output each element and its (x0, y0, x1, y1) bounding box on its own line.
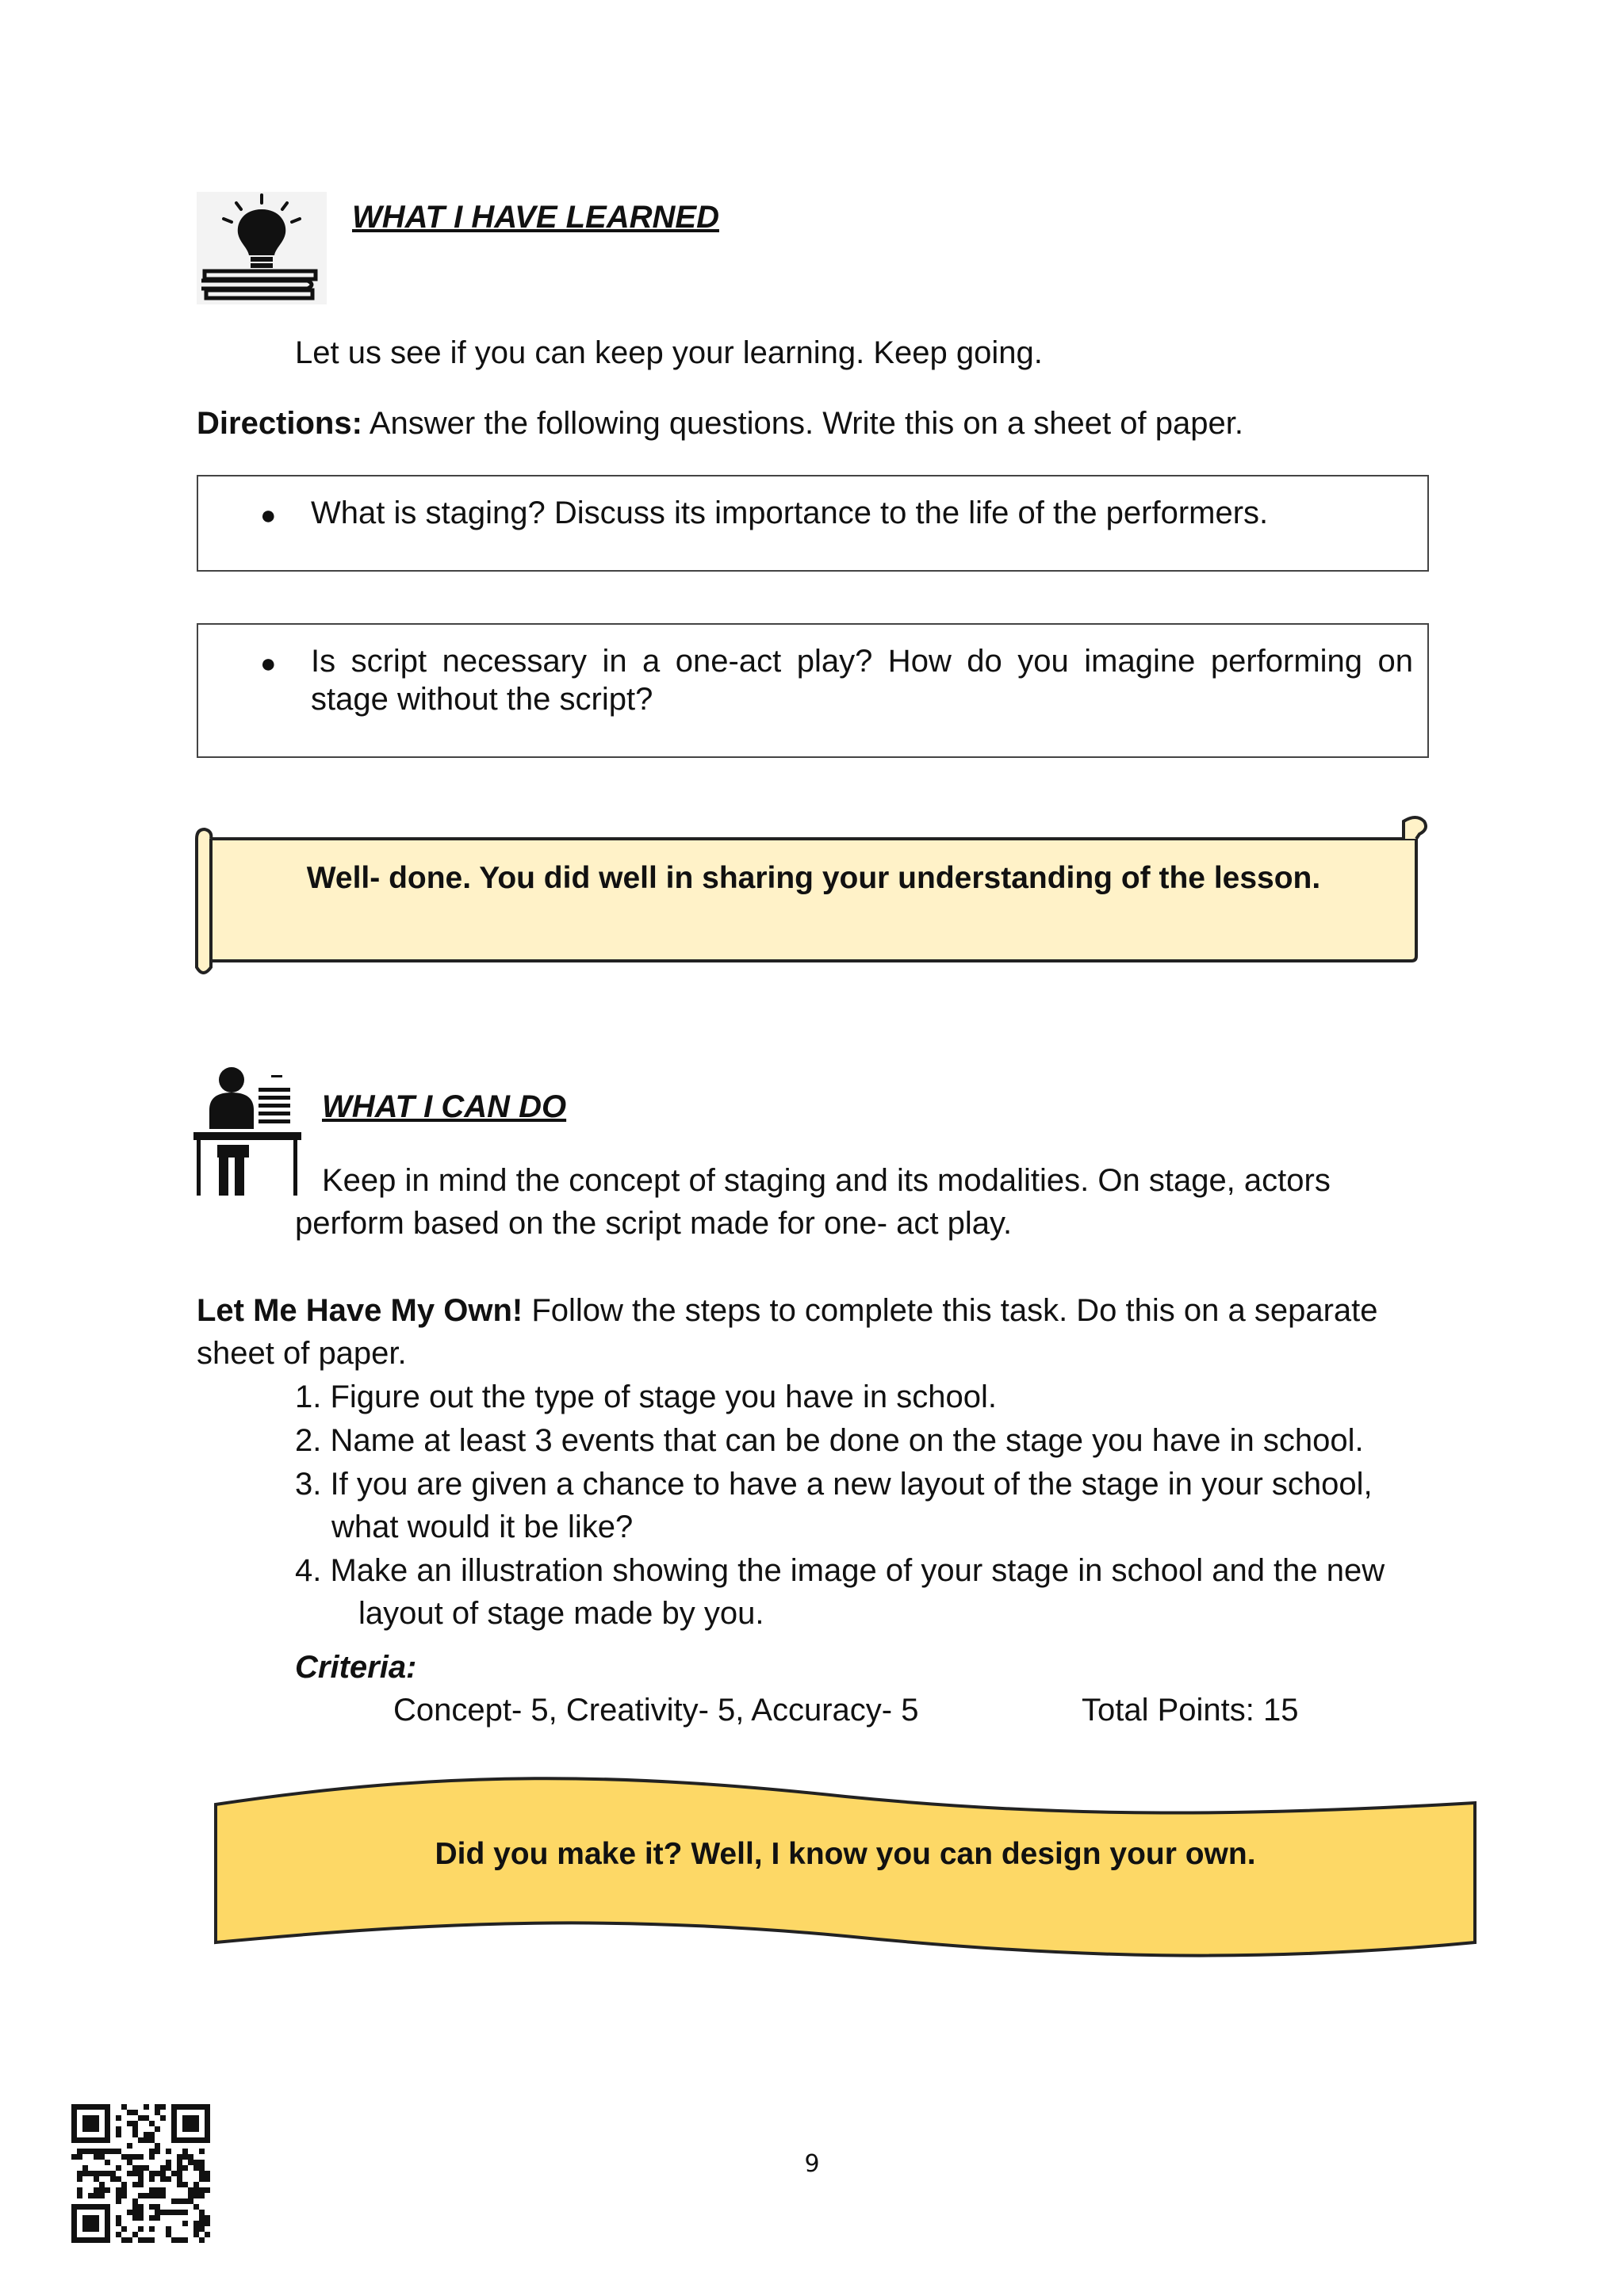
step-number: 2. (295, 1423, 322, 1458)
directions (197, 402, 1243, 445)
task-line1 (197, 1289, 1378, 1332)
question-2: Is script necessary in a one-act play? How do you imagine performing on stage without the script? (311, 644, 1413, 717)
question-1: What is staging? Discuss its importance to the life of the performers. (311, 496, 1269, 530)
step-number: 1. (295, 1380, 322, 1414)
page-number: 9 (804, 2150, 820, 2178)
learned-intro: Let us see if you can keep your learning. Keep going. (295, 335, 1043, 370)
directions-text: Answer the following questions. Write this on a sheet of paper. (362, 406, 1243, 441)
qr-code-icon (71, 2104, 211, 2244)
wave-banner-text: Did you make it? Well, I know you can design your own. (435, 1837, 1256, 1871)
task-line2: sheet of paper. (197, 1336, 407, 1371)
step-3 (295, 1463, 1373, 1506)
total-points: Total Points: 15 (1082, 1693, 1299, 1728)
step-4-cont: layout of stage made by you. (358, 1596, 764, 1631)
student-desk-icon (193, 1062, 304, 1213)
lightbulb-books-icon (197, 192, 327, 304)
question-box-1 (197, 475, 1429, 572)
task-label: Let Me Have My Own! (197, 1293, 523, 1328)
step-4 (295, 1549, 1385, 1592)
step-1 (295, 1376, 997, 1418)
can-do-intro-line1: Keep in mind the concept of staging and its modalities. On stage, actors (322, 1163, 1331, 1198)
step-3-cont: what would it be like? (331, 1510, 634, 1544)
step-text: Make an illustration showing the image of your stage in school and the new (330, 1553, 1385, 1588)
what-i-have-learned-heading: WHAT I HAVE LEARNED (352, 200, 719, 235)
directions-label: Directions: (197, 406, 362, 441)
step-2 (295, 1419, 1364, 1462)
step-text: Figure out the type of stage you have in school. (330, 1380, 998, 1414)
step-number: 3. (295, 1467, 322, 1502)
criteria-text: Concept- 5, Creativity- 5, Accuracy- 5 (393, 1693, 919, 1728)
question-box-2 (197, 623, 1429, 758)
scroll-banner-text: Well- done. You did well in sharing your understanding of the lesson. (306, 861, 1321, 895)
step-number: 4. (295, 1553, 322, 1588)
bullet-icon: ● (260, 649, 277, 679)
step-text: Name at least 3 events that can be done on the stage you have in school. (330, 1423, 1364, 1458)
criteria-label: Criteria: (295, 1650, 417, 1685)
task-text: Follow the steps to complete this task. Do this on a separate (523, 1293, 1378, 1328)
step-text: If you are given a chance to have a new layout of the stage in your school, (330, 1467, 1373, 1502)
what-i-can-do-heading: WHAT I CAN DO (322, 1089, 567, 1124)
can-do-intro-line2: perform based on the script made for one- act play. (295, 1206, 1013, 1241)
bullet-icon: ● (260, 500, 277, 530)
